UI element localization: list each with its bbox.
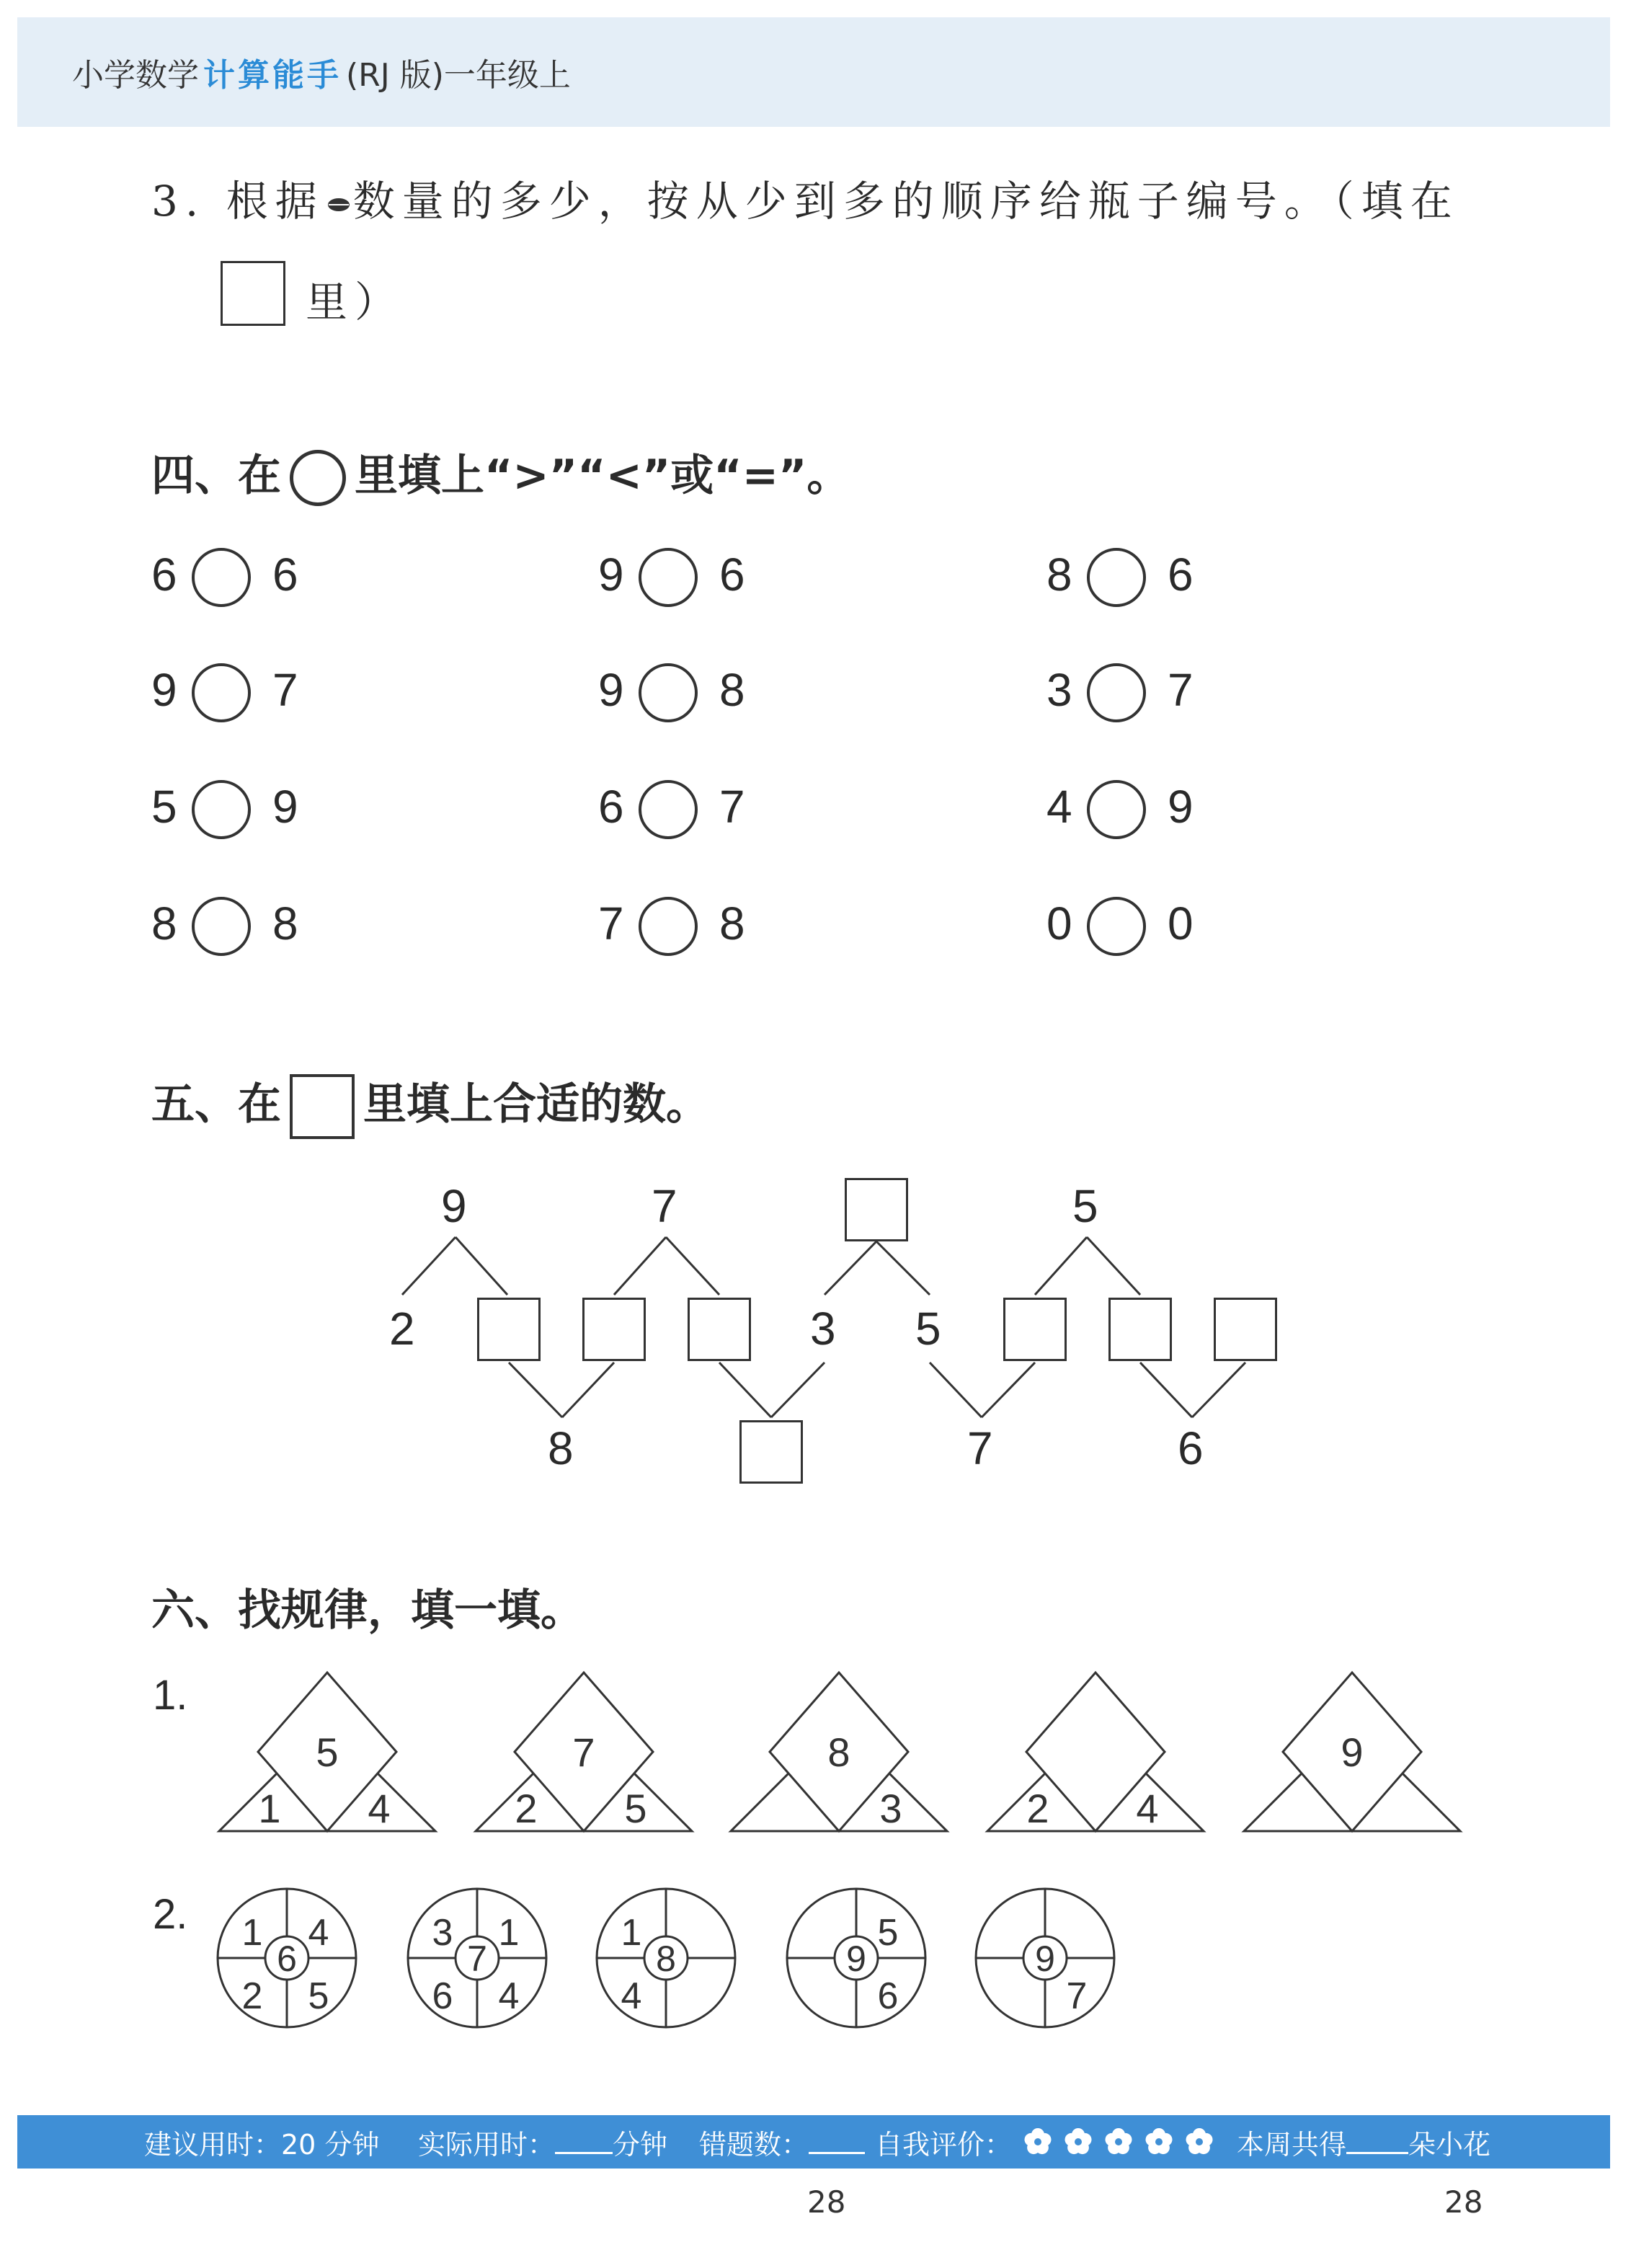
quadrant-number: 6 [877, 1975, 899, 2017]
q3-number: 3. [151, 177, 206, 226]
actual-time-unit: 分钟 [613, 2128, 668, 2161]
actual-time-blank[interactable] [555, 2152, 613, 2154]
quadrant-number: 1 [621, 1912, 642, 1954]
self-eval-label: 自我评价： [875, 2128, 1013, 2161]
compare-right-number: 6 [719, 549, 745, 601]
section6-title: 六、找规律，填一填。 [151, 1585, 584, 1636]
self-eval [875, 2122, 1012, 2162]
compare-right-number: 7 [272, 664, 298, 716]
week-total [1237, 2122, 1490, 2162]
compare-right-number: 8 [719, 898, 745, 949]
compare-left-number: 8 [151, 898, 177, 949]
footer-bar [17, 2115, 1610, 2169]
tree-top-2: 7 [652, 1180, 677, 1232]
tree-mid-2: 3 [810, 1303, 836, 1355]
tree-mid-1: 2 [389, 1303, 415, 1355]
circle-puzzle [597, 1889, 735, 2027]
circle-puzzle [408, 1889, 546, 2027]
q3-line2: 里） [306, 278, 404, 327]
compare-left-number: 3 [1046, 664, 1072, 716]
circle-puzzle [976, 1889, 1114, 2027]
center-number: 6 [277, 1939, 297, 1979]
quadrant-number: 4 [621, 1975, 642, 2017]
quadrant-number: 5 [877, 1912, 899, 1954]
compare-left-number: 4 [1046, 781, 1072, 833]
flower-icon[interactable] [1065, 2128, 1091, 2154]
tree-mid-3: 5 [915, 1303, 941, 1355]
tree-bottom-3: 7 [967, 1422, 993, 1474]
circle-puzzle [787, 1889, 925, 2027]
quadrant-number: 6 [432, 1975, 453, 2017]
flower-icon[interactable] [1186, 2128, 1212, 2154]
actual-time [418, 2122, 667, 2162]
section5-title-after: 里填上合适的数。 [363, 1079, 709, 1130]
flower-icon[interactable] [1024, 2128, 1051, 2154]
header-prefix: 小学数学 [72, 57, 199, 94]
quadrant-number: 2 [241, 1975, 263, 2017]
tree-top-1: 9 [441, 1180, 467, 1232]
quadrant-number: 1 [241, 1912, 263, 1954]
tree-top-4: 5 [1072, 1180, 1098, 1232]
tree-bottom-4: 6 [1178, 1422, 1204, 1474]
triangle-left-number: 1 [258, 1786, 281, 1831]
q3-text-before: 根据 [226, 177, 324, 226]
triangle-right-number: 3 [879, 1786, 902, 1831]
quadrant-number: 1 [498, 1912, 520, 1954]
compare-left-number: 7 [598, 898, 624, 949]
flower-icons[interactable] [1021, 2125, 1222, 2158]
compare-left-number: 8 [1046, 549, 1072, 601]
quadrant-number: 5 [308, 1975, 329, 2017]
flower-icon[interactable] [1145, 2128, 1172, 2154]
item2-label: 2. [153, 1891, 188, 1938]
compare-right-number: 8 [272, 898, 298, 949]
compare-right-number: 8 [719, 664, 745, 716]
compare-right-number: 7 [719, 781, 745, 833]
header-suffix: (RJ 版)一年级上 [346, 57, 571, 94]
week-label: 本周共得 [1237, 2128, 1347, 2161]
page-number-right: 28 [1444, 2184, 1483, 2220]
page-number-center: 28 [807, 2184, 846, 2220]
triangle-right-number: 4 [368, 1786, 391, 1831]
compare-left-number: 6 [151, 549, 177, 601]
rating-stars [1021, 2125, 1222, 2165]
compare-right-number: 6 [272, 549, 298, 601]
compare-right-number: 7 [1168, 664, 1194, 716]
section5-title-before: 五、在 [151, 1079, 281, 1130]
quadrant-number: 7 [1066, 1975, 1088, 2017]
triangle-right-number: 5 [624, 1786, 647, 1831]
week-unit: 朵小花 [1408, 2128, 1491, 2161]
diamond-number: 5 [316, 1729, 339, 1775]
diamond-number: 7 [572, 1729, 595, 1775]
compare-right-number: 0 [1168, 898, 1194, 949]
triangle-left-number: 2 [515, 1786, 538, 1831]
errors [699, 2122, 865, 2162]
diamond-number: 9 [1341, 1729, 1364, 1775]
compare-left-number: 5 [151, 781, 177, 833]
errors-label: 错题数： [699, 2128, 809, 2161]
compare-right-number: 9 [1168, 781, 1194, 833]
center-number: 7 [467, 1939, 487, 1979]
quadrant-number: 4 [308, 1912, 329, 1954]
center-number: 9 [1035, 1939, 1055, 1979]
q3-text-after: 数量的多少，按从少到多的顺序给瓶子编号。（填在 [352, 177, 1459, 226]
tree-bottom-1: 8 [548, 1422, 574, 1474]
triangle-right-number: 4 [1136, 1786, 1159, 1831]
center-number: 9 [846, 1939, 866, 1979]
compare-left-number: 9 [598, 664, 624, 716]
week-blank[interactable] [1346, 2152, 1408, 2154]
flower-icon[interactable] [1105, 2128, 1132, 2154]
actual-time-label: 实际用时： [418, 2128, 556, 2161]
circle-puzzle [218, 1889, 356, 2027]
compare-left-number: 9 [151, 664, 177, 716]
quadrant-number: 4 [498, 1975, 520, 2017]
diamond-number: 8 [827, 1729, 850, 1775]
errors-blank[interactable] [809, 2152, 865, 2154]
compare-left-number: 9 [598, 549, 624, 601]
section4-title-after: 里填上“>”“<”或“=”。 [355, 451, 850, 501]
compare-right-number: 9 [272, 781, 298, 833]
quadrant-number: 3 [432, 1912, 453, 1954]
triangle-left-number: 2 [1026, 1786, 1049, 1831]
center-number: 8 [656, 1939, 676, 1979]
compare-left-number: 0 [1046, 898, 1072, 949]
compare-right-number: 6 [1168, 549, 1194, 601]
suggested-time: 建议用时：20 分钟 [144, 2128, 380, 2161]
header-brand: 计算能手 [203, 57, 342, 94]
item1-label: 1. [153, 1672, 188, 1719]
compare-left-number: 6 [598, 781, 624, 833]
section4-title-before: 四、在 [151, 451, 281, 501]
